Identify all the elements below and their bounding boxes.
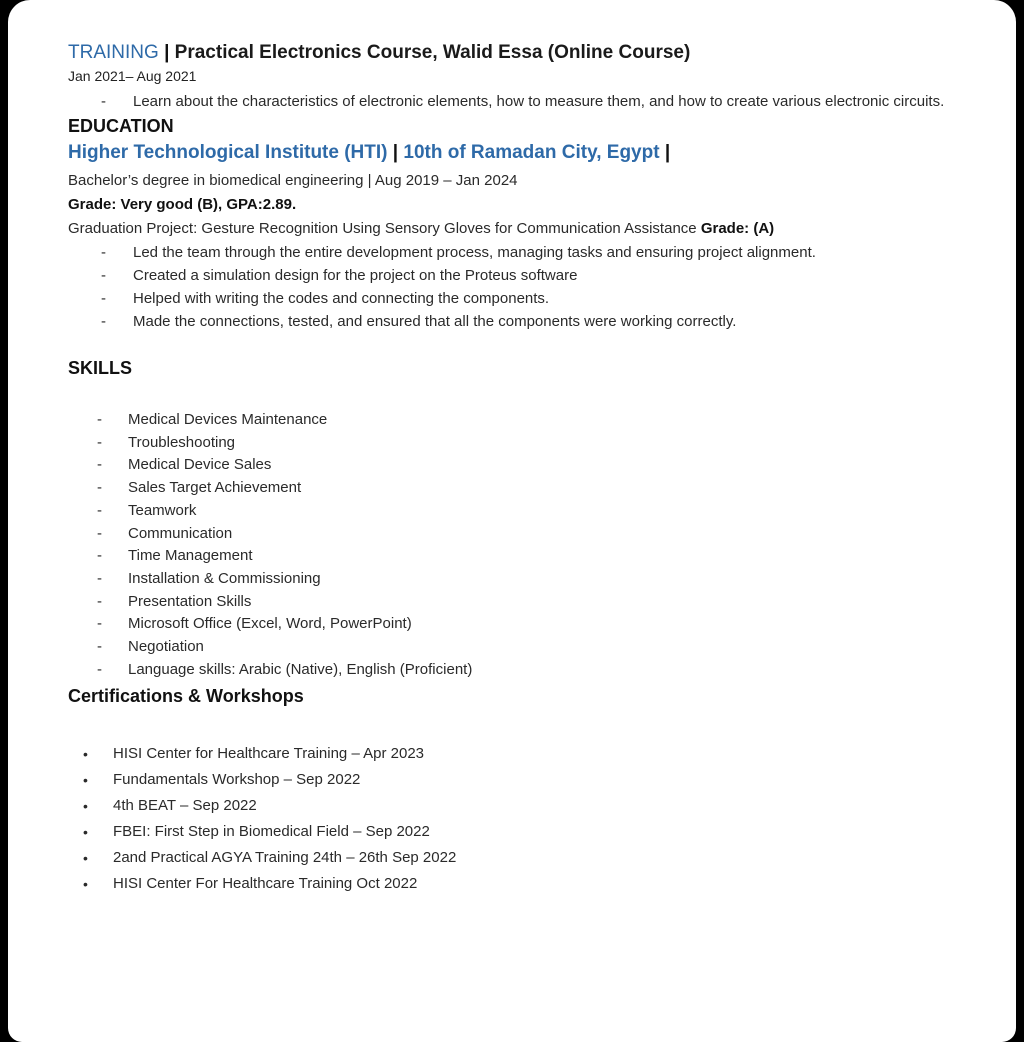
training-course: Practical Electronics Course, Walid Essa (Online Course) <box>174 42 691 63</box>
training-dates: Jan 2021– Aug 2021 <box>68 68 197 84</box>
certification-text: FBEI: First Step in Biomedical Field – Sep 2022 <box>113 823 430 841</box>
dash-marker: - <box>97 433 102 451</box>
certifications-list <box>68 741 958 897</box>
certification-text: HISI Center for Healthcare Training – Apr 2023 <box>113 745 425 763</box>
bullet-marker: • <box>83 876 88 893</box>
certification-item <box>68 767 958 793</box>
resume-content <box>68 40 958 897</box>
project-text: Graduation Project: Gesture Recognition Using Sensory Gloves for Communication Assistance <box>68 220 697 237</box>
skills-list <box>68 409 958 681</box>
training-heading <box>68 40 958 66</box>
skill-item <box>68 545 958 568</box>
skill-text: Medical Device Sales <box>128 456 272 474</box>
project-grade: Grade: (A) <box>700 220 775 237</box>
project-item <box>68 241 958 264</box>
project-item-text: Helped with writing the codes and connecting the components. <box>133 290 550 307</box>
dash-marker: - <box>97 592 102 610</box>
dash-marker: - <box>97 547 102 565</box>
project-item-text: Led the team through the entire development process, managing tasks and ensuring project alignment. <box>133 244 816 261</box>
skill-text: Troubleshooting <box>128 433 236 451</box>
dash-marker: - <box>101 290 106 307</box>
certification-text: HISI Center For Healthcare Training Oct 2022 <box>113 875 418 893</box>
skills-heading: SKILLS <box>68 358 133 378</box>
bullet-marker: • <box>83 850 88 867</box>
dash-marker: - <box>97 615 102 633</box>
certification-text: 4th BEAT – Sep 2022 <box>113 797 257 815</box>
certification-text: 2and Practical AGYA Training 24th – 26th Sep 2022 <box>113 849 457 867</box>
dash-marker: - <box>97 456 102 474</box>
skill-item <box>68 432 958 455</box>
dash-marker: - <box>101 313 106 330</box>
education-heading: EDUCATION <box>68 116 174 136</box>
bullet-marker: • <box>83 772 88 789</box>
certification-item <box>68 871 958 897</box>
dash-marker: - <box>97 411 102 428</box>
skill-item <box>68 659 958 682</box>
training-item-text: Learn about the characteristics of electronic elements, how to measure them, and how to create various electronic circuits. <box>133 93 945 110</box>
skill-item <box>68 500 958 523</box>
skill-text: Presentation Skills <box>128 592 252 610</box>
certification-item <box>68 741 958 767</box>
skill-text: Time Management <box>128 547 253 565</box>
bullet-marker: • <box>83 824 88 841</box>
skill-text: Sales Target Achievement <box>128 479 302 497</box>
education-institute-line <box>68 139 958 167</box>
skill-text: Negotiation <box>128 638 204 656</box>
skill-item <box>68 454 958 477</box>
skill-item <box>68 613 958 636</box>
education-separator: | <box>392 142 399 163</box>
skill-text: Teamwork <box>128 501 197 519</box>
education-project <box>68 217 958 241</box>
education-city: 10th of Ramadan City, Egypt <box>403 142 660 163</box>
education-trailing-separator: | <box>664 142 671 163</box>
project-item <box>68 264 958 287</box>
certifications-heading: Certifications & Workshops <box>68 686 304 707</box>
dash-marker: - <box>97 638 102 656</box>
skill-item <box>68 523 958 546</box>
skill-text: Microsoft Office (Excel, Word, PowerPoint) <box>128 615 412 633</box>
skill-text: Medical Devices Maintenance <box>128 411 328 428</box>
education-grade: Grade: Very good (B), GPA:2.89. <box>68 196 297 213</box>
dash-marker: - <box>97 479 102 497</box>
project-item <box>68 310 958 333</box>
bullet-marker: • <box>83 798 88 815</box>
resume-page <box>8 0 1016 1042</box>
dash-marker: - <box>97 660 102 678</box>
skill-item <box>68 477 958 500</box>
training-separator: | <box>164 42 170 63</box>
project-item-text: Made the connections, tested, and ensured that all the components were working correctly. <box>133 313 737 330</box>
dash-marker: - <box>101 244 106 261</box>
certification-item <box>68 819 958 845</box>
dash-marker: - <box>101 93 106 110</box>
certification-item <box>68 793 958 819</box>
dash-marker: - <box>97 501 102 519</box>
training-item <box>68 90 958 113</box>
skill-item <box>68 591 958 614</box>
skill-text: Language skills: Arabic (Native), English (Proficient) <box>128 660 473 678</box>
bullet-marker: • <box>83 746 88 763</box>
skill-item <box>68 568 958 591</box>
certification-text: Fundamentals Workshop – Sep 2022 <box>113 771 361 789</box>
dash-marker: - <box>97 524 102 542</box>
certification-item <box>68 845 958 871</box>
training-label: TRAINING <box>68 42 159 63</box>
education-institute: Higher Technological Institute (HTI) <box>68 142 388 163</box>
dash-marker: - <box>101 267 106 284</box>
skill-text: Installation & Commissioning <box>128 569 321 587</box>
skill-item <box>68 636 958 659</box>
skill-item <box>68 409 958 432</box>
education-degree: Bachelor’s degree in biomedical engineering | Aug 2019 – Jan 2024 <box>68 172 518 189</box>
skill-text: Communication <box>128 524 233 542</box>
training-list <box>68 90 958 113</box>
project-list <box>68 241 958 333</box>
project-item-text: Created a simulation design for the project on the Proteus software <box>133 267 578 284</box>
dash-marker: - <box>97 569 102 587</box>
project-item <box>68 287 958 310</box>
